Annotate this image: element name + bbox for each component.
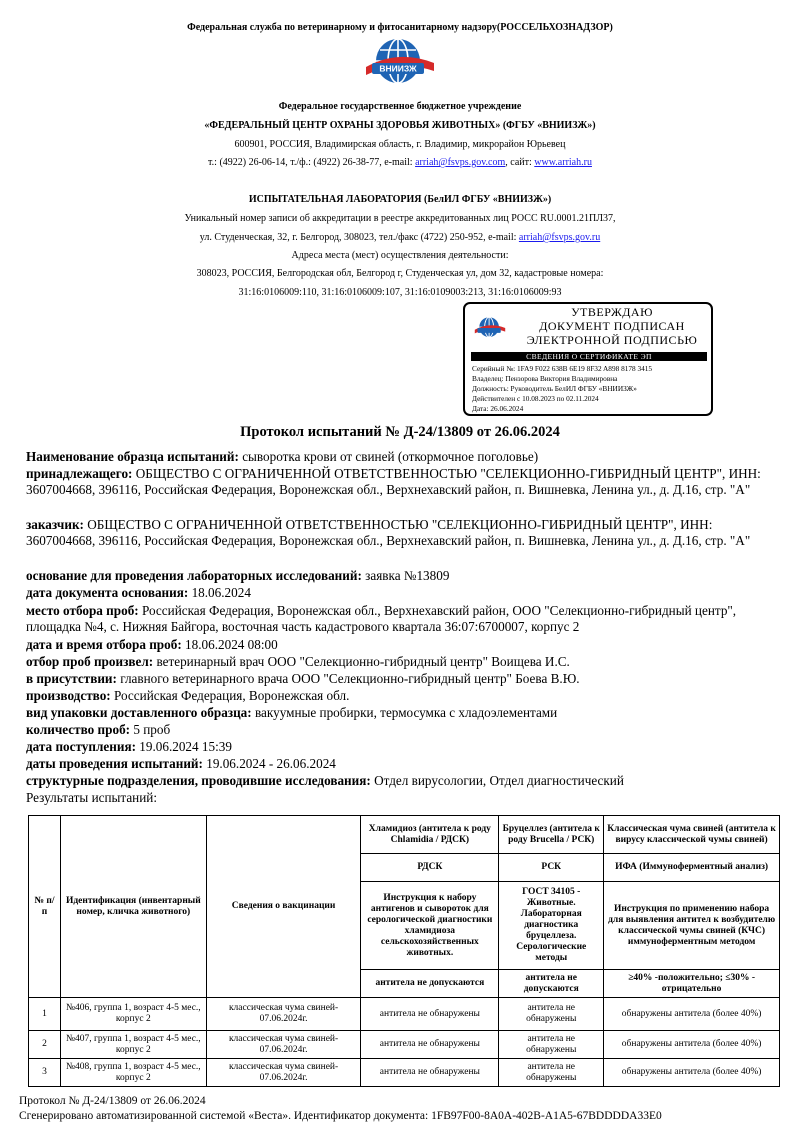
header-num: № п/п bbox=[29, 816, 61, 998]
field-customer bbox=[26, 517, 776, 549]
places-line-2: 31:16:0106009:110, 31:16:0106009:107, 31:16:0109003:213, 31:16:0106009:93 bbox=[238, 287, 562, 298]
signature-stamp bbox=[463, 302, 713, 416]
cell-identification: №406, группа 1, возраст 4-5 мес., корпус 2 bbox=[60, 998, 206, 1031]
agency-name: Федеральная служба по ветеринарному и фитосанитарному надзору(РОССЕЛЬХОЗНАДЗОР) bbox=[187, 22, 613, 33]
cell-csf: обнаружены антитела (более 40%) bbox=[604, 1059, 780, 1087]
field-value: 19.06.2024 - 26.06.2024 bbox=[202, 756, 336, 771]
field-quantity bbox=[26, 722, 776, 738]
field-value: Российская Федерация, Воронежская обл., Верхнехавский район, ООО "Селекционно-гибридный центр", площадка №4, с. Нижняя Байгора, восточная часть кадастрового квартала 36:07:6700007, корпус 2 bbox=[26, 603, 737, 634]
field-value: заявка №13809 bbox=[361, 568, 450, 583]
places-title: Адреса места (мест) осуществления деятельности: bbox=[291, 250, 509, 261]
org-email-link[interactable]: arriah@fsvps.gov.com bbox=[415, 157, 506, 168]
logo-text: ВНИИЗЖ bbox=[379, 63, 417, 74]
field-value: Отдел вирусологии, Отдел диагностический bbox=[370, 773, 624, 788]
stamp-electronic: ЭЛЕКТРОННОЙ ПОДПИСЬЮ bbox=[526, 333, 698, 347]
field-value: вакуумные пробирки, термосумка с хладоэлементами bbox=[251, 705, 558, 720]
lab-name: ИСПЫТАТЕЛЬНАЯ ЛАБОРАТОРИЯ (БелИЛ ФГБУ «ВНИИЗЖ») bbox=[248, 194, 552, 205]
field-label: производство: bbox=[26, 688, 111, 703]
places-line-1: 308023, РОССИЯ, Белгородская обл, Белгород г, Студенческая ул, дом 32, кадастровые номера: bbox=[196, 268, 604, 279]
stamp-date: Дата: 26.06.2024 bbox=[472, 404, 524, 413]
results-table bbox=[28, 815, 780, 1087]
field-label: структурные подразделения, проводившие исследования: bbox=[26, 773, 371, 788]
method-chlamydia: РДСК bbox=[361, 854, 499, 882]
field-owner bbox=[26, 466, 776, 498]
field-label: отбор проб произвел: bbox=[26, 654, 154, 669]
doc-csf: Инструкция по применению набора для выявления антител к возбудителю классической чумы свиней (КЧС) иммуноферментным методом bbox=[604, 882, 780, 970]
protocol-title: Протокол испытаний № Д-24/13809 от 26.06.2024 bbox=[240, 424, 560, 440]
cell-identification: №407, группа 1, возраст 4-5 мес., корпус 2 bbox=[60, 1031, 206, 1059]
field-label: дата и время отбора проб: bbox=[26, 637, 182, 652]
field-label: дата документа основания: bbox=[26, 585, 189, 600]
table-row bbox=[29, 1031, 780, 1059]
field-value: сыворотка крови от свиней (откормочное поголовье) bbox=[238, 449, 539, 464]
footer-generated: Сгенерировано автоматизированной системой «Веста». Идентификатор документа: 1FB97F00-8A0A-402B-A1A5-67BDDDDA33E0 bbox=[19, 1110, 662, 1122]
method-csf: ИФА (Иммуноферментный анализ) bbox=[604, 854, 780, 882]
field-units bbox=[26, 773, 776, 789]
stamp-cert-bar: СВЕДЕНИЯ О СЕРТИФИКАТЕ ЭП bbox=[471, 352, 707, 361]
lab-accreditation: Уникальный номер записи об аккредитации в реестре аккредитованных лиц РОСС RU.0001.21ПЛ37, bbox=[184, 213, 616, 224]
stamp-position: Должность: Руководитель БелИЛ ФГБУ «ВНИИЗЖ» bbox=[472, 384, 637, 393]
header-identification: Идентификация (инвентарный номер, кличка животного) bbox=[60, 816, 206, 998]
cell-num: 2 bbox=[29, 1031, 61, 1059]
field-label: Наименование образца испытаний: bbox=[26, 449, 239, 464]
results-heading: Результаты испытаний: bbox=[26, 790, 158, 805]
field-value: ОБЩЕСТВО С ОГРАНИЧЕННОЙ ОТВЕТСТВЕННОСТЬЮ "СЕЛЕКЦИОННО-ГИБРИДНЫЙ ЦЕНТР", ИНН: 3607004668, 396116, Российская Федерация, Воронежская обл., Верхнехавский район, п. Вишневка, Ленина ул., д. Д.16, стр. "А" bbox=[26, 466, 761, 497]
table-row bbox=[29, 1059, 780, 1087]
field-sample-name bbox=[26, 449, 776, 465]
contacts-text: т.: (4922) 26-06-14, т./ф.: (4922) 26-38-77, e-mail: bbox=[208, 157, 416, 168]
org-site-link[interactable]: www.arriah.ru bbox=[534, 157, 592, 168]
org-contacts bbox=[0, 157, 800, 169]
field-label: даты проведения испытаний: bbox=[26, 756, 203, 771]
field-label: количество проб: bbox=[26, 722, 131, 737]
field-value: главного ветеринарного врача ООО "Селекционно-гибридный центр" Боева В.Ю. bbox=[116, 671, 580, 686]
field-sampling-datetime bbox=[26, 637, 776, 653]
field-presence bbox=[26, 671, 776, 687]
cell-identification: №408, группа 1, возраст 4-5 мес., корпус 2 bbox=[60, 1059, 206, 1087]
cell-vaccination: классическая чума свиней- 07.06.2024г. bbox=[206, 998, 361, 1031]
header-chlamydia: Хламидиоз (антитела к роду Chlamidia / РДСК) bbox=[361, 816, 499, 854]
lab-address-text: ул. Студенческая, 32, г. Белгород, 308023, тел./факс (4722) 250-952, e-mail: bbox=[199, 232, 519, 243]
cell-csf: обнаружены антитела (более 40%) bbox=[604, 1031, 780, 1059]
field-label: принадлежащего: bbox=[26, 466, 133, 481]
norm-csf: ≥40% -положительно; ≤30% - отрицательно bbox=[604, 970, 780, 998]
field-sampler bbox=[26, 654, 776, 670]
org-address: 600901, РОССИЯ, Владимирская область, г. Владимир, микрорайон Юрьевец bbox=[234, 139, 566, 150]
cell-csf: обнаружены антитела (более 40%) bbox=[604, 998, 780, 1031]
stamp-serial: Серийный №: 1FA9 F022 638B 6E19 8F32 A898 8178 3415 bbox=[472, 364, 653, 373]
field-value: ветеринарный врач ООО "Селекционно-гибридный центр" Воищева И.С. bbox=[153, 654, 570, 669]
header-vaccination: Сведения о вакцинации bbox=[206, 816, 361, 998]
field-label: основание для проведения лабораторных исследований: bbox=[26, 568, 362, 583]
field-test-period bbox=[26, 756, 776, 772]
stamp-signed: ДОКУМЕНТ ПОДПИСАН bbox=[539, 319, 685, 333]
cell-chlamydia: антитела не обнаружены bbox=[361, 1059, 499, 1087]
field-label: вид упаковки доставленного образца: bbox=[26, 705, 252, 720]
cell-chlamydia: антитела не обнаружены bbox=[361, 998, 499, 1031]
header-brucellosis: Бруцеллез (антитела к роду Brucella / РСК) bbox=[499, 816, 604, 854]
header-csf: Классическая чума свиней (антитела к вирусу классической чумы свиней) bbox=[604, 816, 780, 854]
field-value: 18.06.2024 08:00 bbox=[181, 637, 278, 652]
cell-brucellosis: антитела не обнаружены bbox=[499, 1031, 604, 1059]
stamp-owner: Владелец: Пензорова Виктория Владимировна bbox=[472, 374, 618, 383]
field-label: заказчик: bbox=[26, 517, 84, 532]
cell-brucellosis: антитела не обнаружены bbox=[499, 1059, 604, 1087]
field-packaging bbox=[26, 705, 776, 721]
doc-brucellosis: ГОСТ 34105 - Животные. Лабораторная диагностика бруцеллеза. Серологические методы bbox=[499, 882, 604, 970]
site-prefix: , сайт: bbox=[505, 157, 535, 168]
lab-email-link[interactable]: arriah@fsvps.gov.ru bbox=[518, 232, 601, 243]
org-type: Федеральное государственное бюджетное учреждение bbox=[278, 101, 522, 112]
cell-vaccination: классическая чума свиней- 07.06.2024г. bbox=[206, 1059, 361, 1087]
field-value: 18.06.2024 bbox=[188, 585, 251, 600]
field-place bbox=[26, 603, 776, 635]
norm-chlamydia: антитела не допускаются bbox=[361, 970, 499, 998]
stamp-approve: УТВЕРЖДАЮ bbox=[571, 305, 653, 319]
field-doc-date bbox=[26, 585, 776, 601]
lab-address bbox=[0, 232, 800, 244]
method-brucellosis: РСК bbox=[499, 854, 604, 882]
cell-brucellosis: антитела не обнаружены bbox=[499, 998, 604, 1031]
field-production bbox=[26, 688, 776, 704]
norm-brucellosis: антитела не допускаются bbox=[499, 970, 604, 998]
org-name: «ФЕДЕРАЛЬНЫЙ ЦЕНТР ОХРАНЫ ЗДОРОВЬЯ ЖИВОТНЫХ» (ФГБУ «ВНИИЗЖ») bbox=[204, 120, 596, 131]
doc-chlamydia: Инструкция к набору антигенов и сывороток для серологической диагностики хламидиоза сельскохозяйственных животных. bbox=[361, 882, 499, 970]
stamp-valid: Действителен с 10.08.2023 по 02.11.2024 bbox=[472, 394, 599, 403]
field-value: ОБЩЕСТВО С ОГРАНИЧЕННОЙ ОТВЕТСТВЕННОСТЬЮ "СЕЛЕКЦИОННО-ГИБРИДНЫЙ ЦЕНТР", ИНН: 3607004668, 396116, Российская Федерация, Воронежская обл., Верхнехавский район, п. Вишневка, Ленина ул., д. Д.16, стр. "А" bbox=[26, 517, 751, 548]
cell-num: 3 bbox=[29, 1059, 61, 1087]
field-label: место отбора проб: bbox=[26, 603, 139, 618]
field-value: 5 проб bbox=[130, 722, 171, 737]
cell-num: 1 bbox=[29, 998, 61, 1031]
field-label: в присутствии: bbox=[26, 671, 117, 686]
cell-vaccination: классическая чума свиней- 07.06.2024г. bbox=[206, 1031, 361, 1059]
stamp-logo bbox=[473, 312, 507, 344]
table-row bbox=[29, 998, 780, 1031]
field-value: Российская Федерация, Воронежская обл. bbox=[110, 688, 350, 703]
footer-protocol: Протокол № Д-24/13809 от 26.06.2024 bbox=[19, 1095, 206, 1107]
vniizzh-logo bbox=[362, 37, 438, 89]
field-value: 19.06.2024 15:39 bbox=[135, 739, 232, 754]
cell-chlamydia: антитела не обнаружены bbox=[361, 1031, 499, 1059]
field-label: дата поступления: bbox=[26, 739, 136, 754]
field-basis bbox=[26, 568, 776, 584]
field-received bbox=[26, 739, 776, 755]
